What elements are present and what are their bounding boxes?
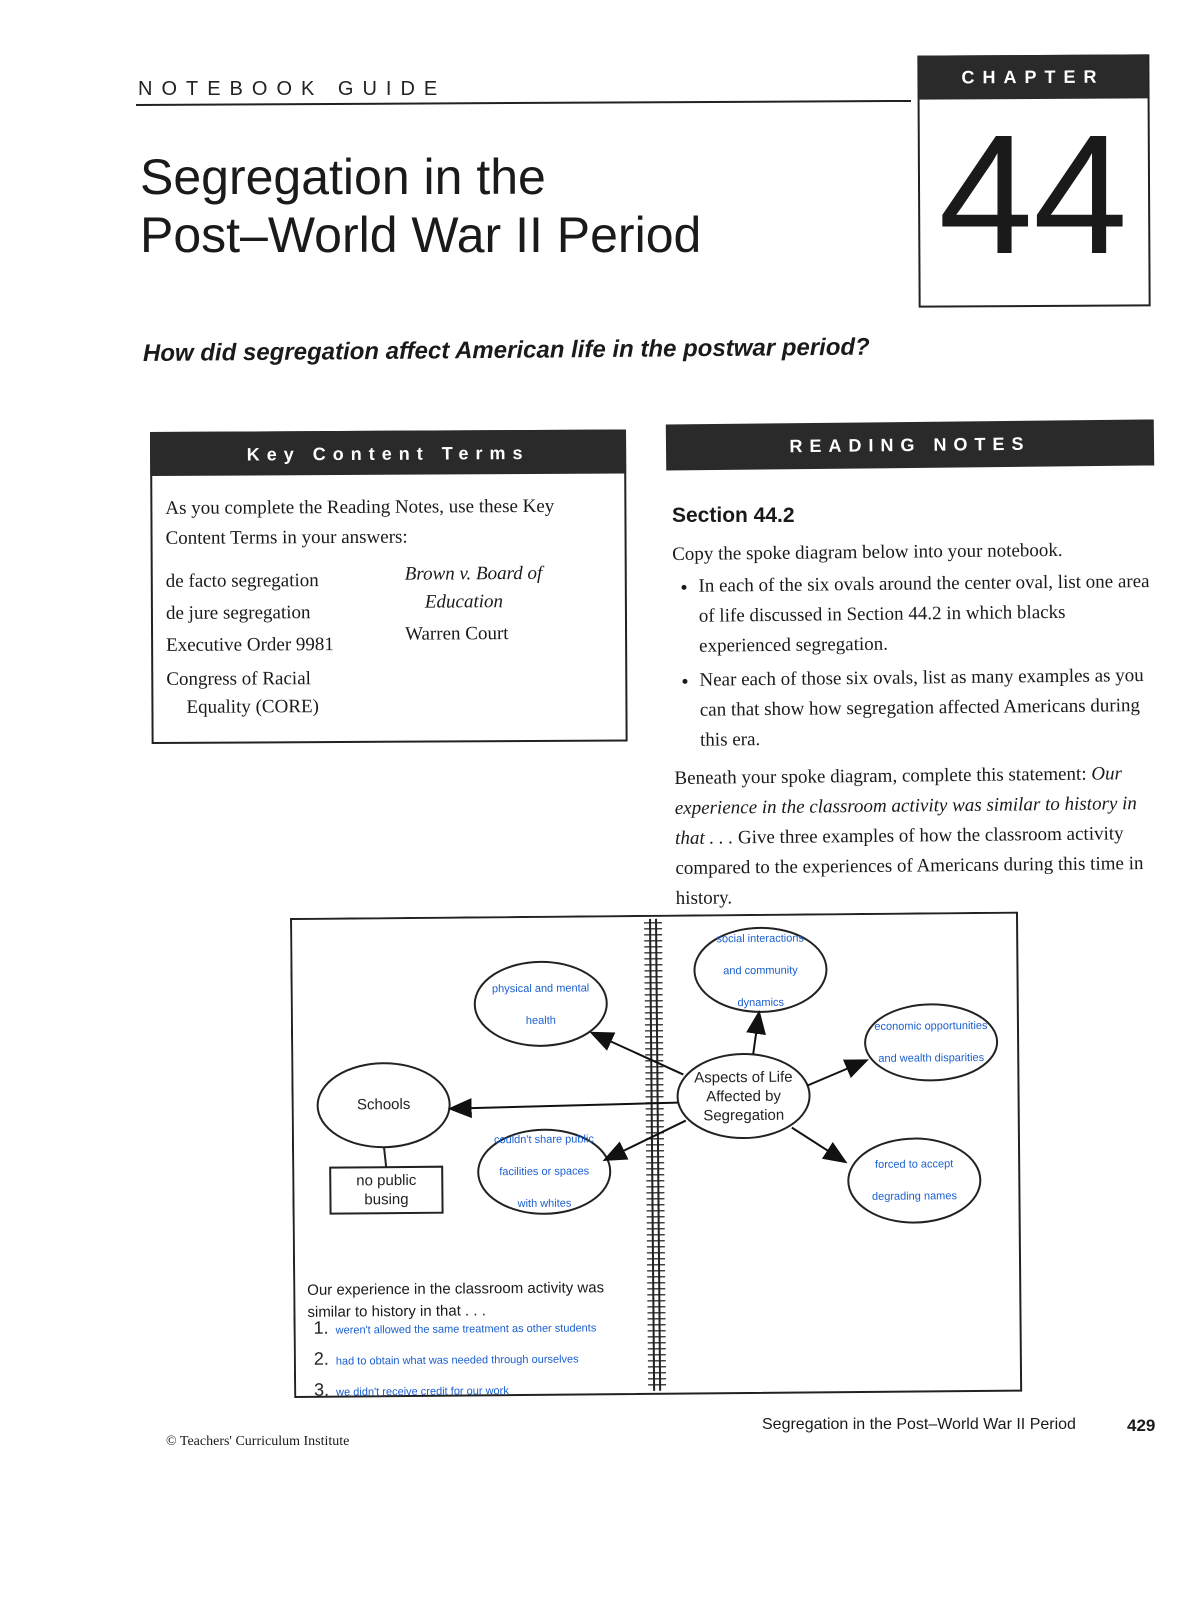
center-line: Segregation [703, 1106, 785, 1125]
page-number: 429 [1127, 1416, 1156, 1435]
statement-rest: Give three examples of how the classroom activity compared to the experiences of Americans during this time in history. [675, 823, 1144, 909]
answer-text: we didn't receive credit for our work [336, 1385, 509, 1399]
oval-line: forced to accept [874, 1158, 954, 1171]
answer-number: 1. [313, 1317, 329, 1338]
title-line-1: Segregation in the [140, 149, 546, 205]
schools-example-line: busing [364, 1190, 409, 1209]
oval-line: and wealth disparities [878, 1051, 985, 1065]
answer-number: 2. [313, 1348, 329, 1369]
experience-prompt: Our experience in the classroom activity was similar to history in that . . . [307, 1279, 605, 1321]
instruction-bullet: • In each of the six ovals around the center oval, list one area of life discussed in Section 44.2 in which blacks experienced segregation. [698, 567, 1153, 662]
section-heading: Section 44.2 [672, 504, 795, 527]
reading-notes-text [672, 535, 1156, 914]
key-terms-right [405, 560, 615, 649]
statement-lead: Beneath your spoke diagram, complete this statement: [674, 763, 1087, 789]
reading-notes-intro: Copy the spoke diagram below into your notebook. [672, 539, 1063, 565]
schools-connector [384, 1147, 386, 1167]
term: Congress of Racial [166, 668, 311, 690]
center-line: Aspects of Life [694, 1068, 793, 1087]
arrow-social [753, 1014, 759, 1054]
oval-line: degrading names [871, 1190, 958, 1203]
answer-number: 3. [314, 1379, 330, 1400]
key-terms-left [166, 565, 397, 722]
oval-line: facilities or spaces [499, 1165, 590, 1179]
term: Education [424, 591, 504, 613]
arrow-economic [807, 1061, 865, 1086]
oval-names-label [848, 1148, 981, 1213]
term: Warren Court [405, 623, 509, 645]
term: de jure segregation [165, 602, 311, 624]
arrow-health [593, 1033, 683, 1076]
instruction-bullet: • Near each of those six ovals, list as many examples as you can that show how segregation affected Americans during this era. [699, 661, 1154, 756]
chapter-number: 44 [938, 100, 1128, 290]
title-line-2: Post–World War II Period [140, 207, 702, 263]
term: Equality (CORE) [186, 696, 319, 718]
key-terms-box [150, 430, 628, 744]
essential-question: How did segregation affect American life in the postwar period? [142, 333, 870, 367]
oval-line: and community [723, 964, 798, 978]
statement-prompt: Our experience in the classroom activity was similar to history in that . . . [674, 763, 1137, 849]
oval-schools-label: Schools [356, 1095, 411, 1114]
spiral-binding [644, 919, 666, 1391]
oval-line: dynamics [737, 996, 785, 1010]
oval-line: couldn't share public [493, 1133, 594, 1147]
answer-2 [314, 1346, 579, 1369]
oval-line: economic opportunities [874, 1019, 988, 1033]
footer-title: Segregation in the Post–World War II Period [762, 1416, 1076, 1433]
instruction-list [672, 567, 1154, 756]
oval-social-label [694, 922, 827, 1019]
oval-health-label [474, 972, 607, 1037]
spoke-diagram [290, 912, 1034, 1408]
oval-line: health [525, 1014, 556, 1027]
oval-line: with whites [517, 1197, 572, 1211]
notebook-guide-label: NOTEBOOK GUIDE [138, 78, 447, 100]
answer-1 [313, 1315, 596, 1338]
schools-example-line: no public [356, 1171, 417, 1190]
reading-notes-heading: READING NOTES [666, 419, 1154, 470]
oval-line: physical and mental [491, 982, 590, 996]
oval-economic-label [861, 1010, 1002, 1075]
oval-center-label [677, 1067, 809, 1125]
term: Brown v. Board of [404, 562, 543, 585]
key-terms-intro: As you complete the Reading Notes, use these Key Content Terms in your answers: [165, 495, 555, 549]
term: Executive Order 9981 [166, 634, 334, 656]
center-line: Affected by [706, 1087, 782, 1106]
oval-line: social interactions [716, 932, 804, 946]
chapter-label: CHAPTER [918, 54, 1148, 99]
oval-facilities-label [476, 1123, 613, 1220]
term: de facto segregation [165, 570, 319, 592]
answer-text: weren't allowed the same treatment as other students [335, 1322, 597, 1337]
schools-example [330, 1171, 442, 1210]
answer-text: had to obtain what was needed through ourselves [335, 1353, 579, 1368]
page-title [140, 148, 701, 264]
statement-instructions [674, 759, 1156, 914]
key-terms-heading: Key Content Terms [150, 430, 626, 476]
copyright: © Teachers' Curriculum Institute [166, 1434, 350, 1449]
answer-3 [314, 1378, 509, 1401]
arrow-schools [452, 1103, 678, 1109]
arrow-names [792, 1127, 844, 1161]
